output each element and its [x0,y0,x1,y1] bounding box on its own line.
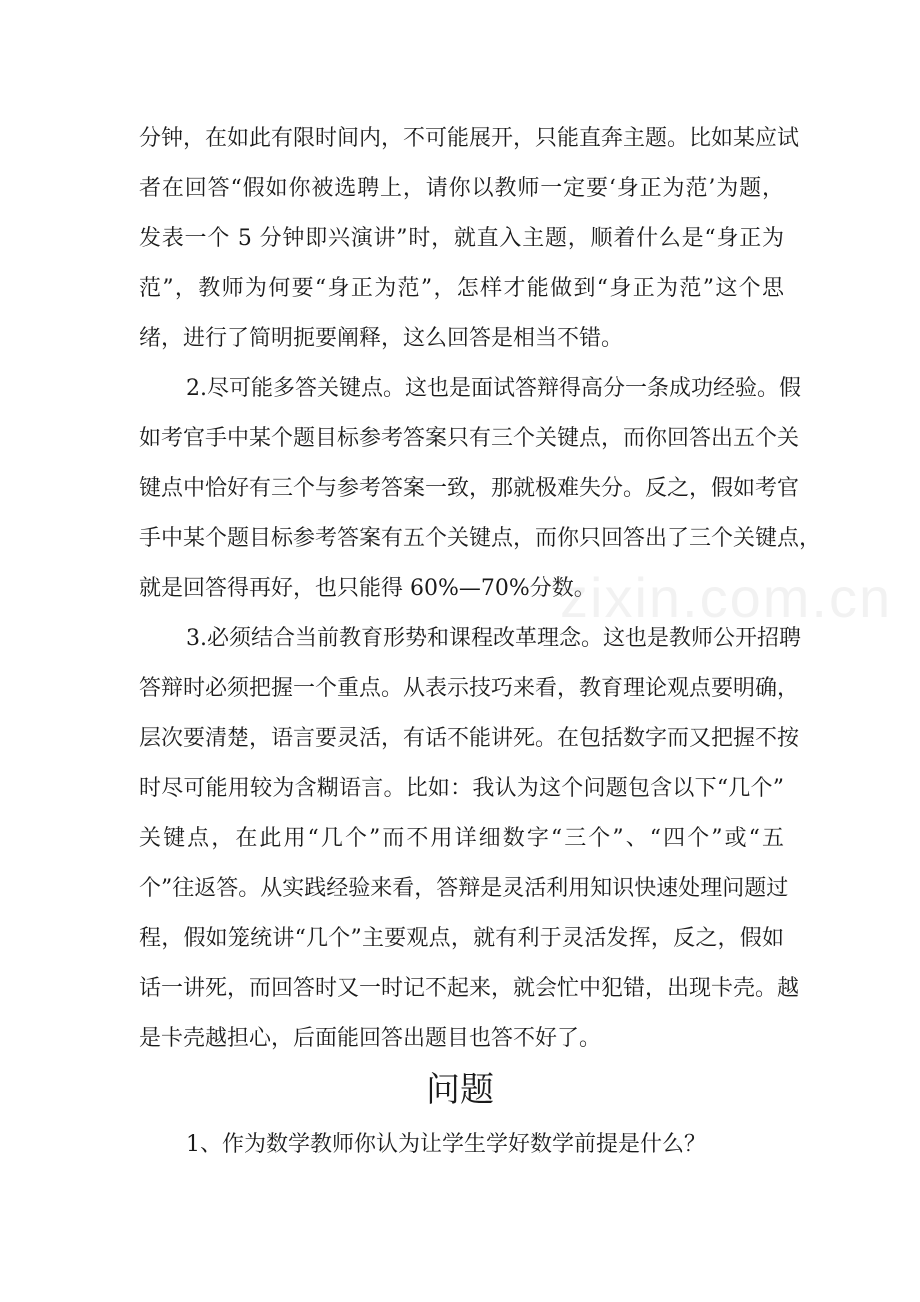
paragraph-3-line-3: 层次要清楚，语言要灵活，有话不能讲死。在包括数字而又把握不按 [139,726,800,751]
paragraph-2-line-1: 2.尽可能多答关键点。这也是面试答辩得高分一条成功经验。假 [186,376,801,401]
paragraph-3-line-8: 话一讲死，而回答时又一时记不起来，就会忙中犯错，出现卡壳。越 [139,976,800,1001]
paragraph-1-line-2: 者在回答“假如你被选聘上，请你以教师一定要‘身正为范’为题， [139,176,784,201]
paragraph-3-line-5: 关键点，在此用“几个”而不用详细数字“三个”、“四个”或“五 [139,826,784,851]
watermark: zixin.com.cn [560,566,893,629]
paragraph-3-line-4: 时尽可能用较为含糊语言。比如：我认为这个问题包含以下“几个” [139,776,784,801]
paragraph-3-line-6: 个”往返答。从实践经验来看，答辩是灵活利用知识快速处理问题过 [139,876,789,901]
paragraph-2-line-4: 手中某个题目标参考答案有五个关键点，而你只回答出了三个关键点， [139,526,822,551]
paragraph-2-line-2: 如考官手中某个题目标参考答案只有三个关键点，而你回答出五个关 [139,426,800,451]
paragraph-1-line-5: 绪，进行了简明扼要阐释，这么回答是相当不错。 [139,326,624,351]
paragraph-3-line-1: 3.必须结合当前教育形势和课程改革理念。这也是教师公开招聘 [186,626,801,651]
paragraph-1-line-4: 范”，教师为何要“身正为范”，怎样才能做到“身正为范”这个思 [139,276,784,301]
paragraph-3-line-2: 答辩时必须把握一个重点。从表示技巧来看，教育理论观点要明确， [139,676,800,701]
question-1: 1、作为数学教师你认为让学生学好数学前提是什么？ [186,1132,706,1157]
paragraph-2-line-5: 就是回答得再好，也只能得 60%—70%分数。 [139,576,596,601]
paragraph-3-line-7: 程，假如笼统讲“几个”主要观点，就有利于灵活发挥，反之，假如 [139,926,784,951]
paragraph-1-line-3: 发表一个 5 分钟即兴演讲”时，就直入主题，顺着什么是“身正为 [139,226,784,251]
section-heading: 问题 [426,1070,494,1110]
paragraph-1-line-1: 分钟，在如此有限时间内，不可能展开，只能直奔主题。比如某应试 [139,126,800,151]
paragraph-3-line-9: 是卡壳越担心，后面能回答出题目也答不好了。 [139,1026,602,1051]
paragraph-2-line-3: 键点中恰好有三个与参考答案一致，那就极难失分。反之，假如考官 [139,476,800,501]
